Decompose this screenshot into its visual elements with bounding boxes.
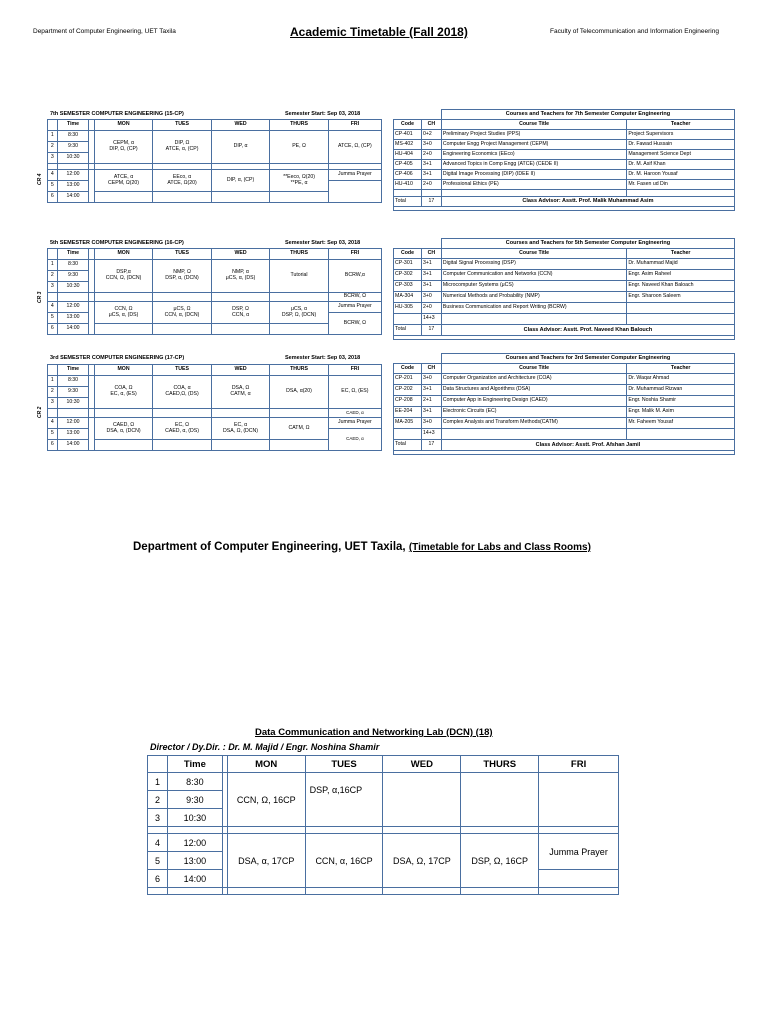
table-cell: 3+1: [421, 259, 441, 270]
col-thurs: THURS: [270, 120, 329, 131]
table-cell: 17: [421, 197, 441, 207]
table-cell: 5: [48, 429, 58, 440]
table-cell: 3: [48, 398, 58, 409]
lab-col-mon: MON: [227, 756, 305, 773]
lab-col-wed: WED: [383, 756, 461, 773]
table-cell: Digital Signal Processing (DSP): [441, 259, 626, 270]
sem5-timetable: [47, 248, 382, 335]
table-cell: [394, 354, 442, 364]
table-cell: FRI: [328, 365, 381, 376]
table-cell: 2+0: [421, 303, 441, 314]
table-cell: 3+1: [421, 160, 441, 170]
table-cell: CH: [421, 120, 441, 130]
table-cell: Teacher: [627, 364, 735, 374]
table-cell: [153, 293, 212, 302]
table-cell: [383, 827, 461, 834]
table-cell: 17: [421, 440, 441, 451]
table-cell: [57, 409, 89, 418]
table-cell: [305, 888, 383, 895]
table-cell: [627, 303, 735, 314]
sem3-timetable: [47, 364, 382, 451]
table-cell: 3: [48, 153, 58, 164]
table-cell: [383, 773, 461, 827]
table-cell: 4: [48, 170, 58, 181]
table-cell: Course Title: [441, 249, 626, 259]
table-cell: 10:30: [57, 153, 89, 164]
table-cell: [461, 827, 539, 834]
table-cell: [148, 888, 168, 895]
table-cell: 3+0: [421, 292, 441, 303]
table-cell: [167, 888, 222, 895]
sem7-fri-2: Jumma Prayer: [328, 170, 381, 181]
table-cell: [627, 190, 735, 197]
lab-title: Data Communication and Networking Lab (DCN) (18): [255, 727, 493, 738]
table-cell: CP-405: [394, 160, 422, 170]
table-cell: 12:00: [57, 170, 89, 181]
sem3-wed-2: EC, α DSA, Ω, (DCN): [211, 418, 270, 440]
table-cell: MON: [94, 365, 153, 376]
table-cell: 1: [48, 260, 58, 271]
table-cell: Computer App in Engineering Design (CAED): [441, 396, 626, 407]
sem3-thu-1: DSA, α(20): [270, 376, 329, 409]
table-cell: Course Title: [441, 364, 626, 374]
table-cell: 1: [148, 773, 168, 791]
sem7-tue-1: DIP, Ω ATCE, α, (CP): [153, 131, 212, 164]
table-cell: EE-204: [394, 407, 422, 418]
sem7-advisor: Class Advisor: Asstt. Prof. Malik Muhammad Asim: [441, 197, 734, 207]
table-cell: Dr. Fawad Hussain: [627, 140, 735, 150]
table-cell: 10:30: [167, 809, 222, 827]
table-cell: [394, 314, 422, 325]
sem7-timetable: [47, 119, 382, 203]
lab-timetable: [147, 755, 619, 895]
sem3-fri-2: Jumma Prayer: [328, 418, 381, 429]
table-cell: 12:00: [167, 834, 222, 852]
table-cell: [227, 888, 305, 895]
table-cell: 5: [148, 852, 168, 870]
table-cell: Total: [394, 197, 422, 207]
table-cell: 14:00: [57, 440, 89, 451]
table-cell: Dr. M. Asif Khan: [627, 160, 735, 170]
table-cell: [148, 827, 168, 834]
table-cell: 6: [48, 440, 58, 451]
table-cell: HU-305: [394, 303, 422, 314]
table-cell: [148, 756, 168, 773]
table-cell: WED: [211, 365, 270, 376]
col-mon: MON: [94, 120, 153, 131]
sem3-mon-1: COA, Ω EC, α, (ES): [94, 376, 153, 409]
sem5-wed-1: NMP, α μCS, α, (DS): [211, 260, 270, 293]
sem5-mon-1: DSP,α CCN, Ω, (DCN): [94, 260, 153, 293]
table-cell: 6: [48, 324, 58, 335]
sem5-title: 5th SEMESTER COMPUTER ENGINEERING (16-CP): [50, 240, 184, 246]
table-cell: Computer Engg Project Management (CEPM): [441, 140, 626, 150]
table-cell: MA-205: [394, 418, 422, 429]
table-cell: [539, 888, 619, 895]
table-cell: [627, 314, 735, 325]
sem5-tue-1: NMP, Ω DSP, α, (DCN): [153, 260, 212, 293]
table-cell: [48, 293, 58, 302]
table-cell: Project Supervisors: [627, 130, 735, 140]
table-cell: Microcomputer Systems (μCS): [441, 281, 626, 292]
table-cell: [57, 293, 89, 302]
table-cell: 9:30: [57, 271, 89, 282]
table-cell: [167, 827, 222, 834]
table-cell: 9:30: [57, 142, 89, 153]
table-cell: CP-202: [394, 385, 422, 396]
table-cell: Code: [394, 249, 422, 259]
sem7-thu-2: **Eeco, Ω(20) **PE, α: [270, 170, 329, 192]
sem7-thu-1: PE, Ω: [270, 131, 329, 164]
table-cell: Dr. Muhammad Majid: [627, 259, 735, 270]
table-cell: Business Communication and Report Writing (BCRW): [441, 303, 626, 314]
table-cell: CP-201: [394, 374, 422, 385]
table-cell: 14:00: [57, 192, 89, 203]
table-cell: Engr. Naveed Khan Baloach: [627, 281, 735, 292]
sem3-thu-2: CATM, Ω: [270, 418, 329, 440]
table-cell: [153, 324, 212, 335]
sem5-thu-1: Tutorial: [270, 260, 329, 293]
table-cell: 8:30: [57, 376, 89, 387]
sem7-wed-2: DIP, α, (CP): [211, 170, 270, 192]
table-cell: Time: [57, 365, 89, 376]
table-cell: 0+2: [421, 130, 441, 140]
table-cell: 14:00: [167, 870, 222, 888]
table-cell: [441, 190, 626, 197]
sem5-tue-2: μCS, Ω CCN, α, (DCN): [153, 302, 212, 324]
table-cell: [394, 207, 735, 211]
sem7-wed-1: DIP, α: [211, 131, 270, 164]
table-cell: Mr. Fasen ud Din: [627, 180, 735, 190]
table-cell: MS-402: [394, 140, 422, 150]
table-cell: Total: [394, 325, 422, 336]
table-cell: Engr. Sharoon Saleem: [627, 292, 735, 303]
header-right: Faculty of Telecommunication and Information Engineering: [550, 28, 719, 35]
sem7-mon-1: CEPM, α DIP, Ω, (CP): [94, 131, 153, 164]
table-cell: Teacher: [627, 120, 735, 130]
table-cell: Courses and Teachers for 3rd Semester Computer Engineering: [441, 354, 734, 364]
sem3-mon-2: CAED, Ω DSA, α, (DCN): [94, 418, 153, 440]
table-cell: Numerical Methods and Probability (NMP): [441, 292, 626, 303]
table-cell: Professional Ethics (PE): [441, 180, 626, 190]
table-cell: [153, 440, 212, 451]
table-cell: [539, 827, 619, 834]
table-cell: Code: [394, 120, 422, 130]
table-cell: 12:00: [57, 418, 89, 429]
col-wed: WED: [211, 120, 270, 131]
sem3-tue-2: EC, Ω CAED, α, (DS): [153, 418, 212, 440]
sem3-title: 3rd SEMESTER COMPUTER ENGINEERING (17-CP): [50, 355, 185, 361]
table-cell: CP-303: [394, 281, 422, 292]
table-cell: [394, 190, 422, 197]
sem5-room: CR 3: [37, 291, 43, 303]
table-cell: 3+0: [421, 418, 441, 429]
lab-thu-2: DSP, Ω, 16CP: [461, 834, 539, 888]
table-cell: [153, 192, 212, 203]
table-cell: TUES: [153, 249, 212, 260]
table-cell: Electronic Circuits (EC): [441, 407, 626, 418]
table-cell: 3+1: [421, 281, 441, 292]
table-cell: THURS: [270, 249, 329, 260]
table-cell: Complex Analysis and Transform Methods(CATM): [441, 418, 626, 429]
sem3-tue-1: COA, α CAED,Ω, (DS): [153, 376, 212, 409]
table-cell: CP-406: [394, 170, 422, 180]
table-cell: [270, 324, 329, 335]
table-cell: 3+1: [421, 407, 441, 418]
sem5-courses: [393, 238, 735, 340]
table-cell: [94, 324, 153, 335]
table-cell: CP-301: [394, 259, 422, 270]
table-cell: 1: [48, 131, 58, 142]
lab-col-tues: TUES: [305, 756, 383, 773]
dept-name: Department of Computer Engineering, UET Taxila,: [133, 541, 409, 553]
sem7-start: Semester Start: Sep 03, 2018: [285, 111, 361, 117]
sem7-tue-2: EEco, α ATCE, Ω(20): [153, 170, 212, 192]
table-cell: Teacher: [627, 249, 735, 259]
table-cell: MA-304: [394, 292, 422, 303]
table-cell: [48, 365, 58, 376]
table-cell: [627, 429, 735, 440]
table-cell: 13:00: [57, 313, 89, 324]
table-cell: Dr. Muhammad Rizwan: [627, 385, 735, 396]
table-cell: [48, 120, 58, 131]
table-cell: THURS: [270, 365, 329, 376]
table-cell: FRI: [328, 249, 381, 260]
table-cell: Total: [394, 440, 422, 451]
table-cell: 1: [48, 376, 58, 387]
table-cell: 2+1: [421, 396, 441, 407]
table-cell: [94, 409, 153, 418]
table-cell: [48, 249, 58, 260]
lab-col-fri: FRI: [539, 756, 619, 773]
table-cell: [270, 440, 329, 451]
table-cell: 3: [148, 809, 168, 827]
table-cell: [394, 110, 442, 120]
sem5-fri-2: Jumma Prayer: [328, 302, 381, 313]
table-cell: Engr. Noshia Shamir: [627, 396, 735, 407]
table-cell: 10:30: [57, 282, 89, 293]
sem7-room: CR 4: [37, 173, 43, 185]
table-cell: 6: [148, 870, 168, 888]
table-cell: 13:00: [167, 852, 222, 870]
table-cell: [421, 190, 441, 197]
table-cell: Engr. Asim Raheel: [627, 270, 735, 281]
table-cell: 13:00: [57, 181, 89, 192]
lab-col-thurs: THURS: [461, 756, 539, 773]
table-cell: [94, 440, 153, 451]
sem3-advisor: Class Advisor: Asstt. Prof. Afshan Jamil: [441, 440, 734, 451]
sem7-mon-2: ATCE, α CEPM, Ω(20): [94, 170, 153, 192]
table-cell: [153, 409, 212, 418]
table-cell: [394, 429, 422, 440]
dept-subtitle: (Timetable for Labs and Class Rooms): [408, 542, 591, 553]
table-cell: 5: [48, 313, 58, 324]
table-cell: [211, 409, 270, 418]
table-cell: 17: [421, 325, 441, 336]
sem3-start: Semester Start: Sep 03, 2018: [285, 355, 361, 361]
table-cell: Dr. Waqar Ahmad: [627, 374, 735, 385]
table-cell: [441, 429, 626, 440]
table-cell: 2: [48, 271, 58, 282]
sem5-fri-3: BCRW, Ω: [328, 293, 381, 302]
sem3-fri-4: CAED, α: [328, 429, 381, 451]
sem5-thu-2: μCS, α DSP, Ω, (DCN): [270, 302, 329, 324]
table-cell: [211, 192, 270, 203]
table-cell: [211, 293, 270, 302]
table-cell: Preliminary Project Studies (PPS): [441, 130, 626, 140]
sem7-courses: [393, 109, 735, 211]
table-cell: Code: [394, 364, 422, 374]
table-cell: [539, 870, 619, 888]
table-cell: MON: [94, 249, 153, 260]
sem7-fri-1: ATCE, Ω, (CP): [328, 131, 381, 164]
table-cell: 3+1: [421, 385, 441, 396]
table-cell: Advanced Topics in Comp Engg (ATCE) (CEDE II): [441, 160, 626, 170]
lab-mon-2: DSA, α, 17CP: [227, 834, 305, 888]
table-cell: CH: [421, 364, 441, 374]
table-cell: 8:30: [167, 773, 222, 791]
table-cell: 12:00: [57, 302, 89, 313]
header-left: Department of Computer Engineering, UET Taxila: [33, 28, 176, 35]
table-cell: [461, 773, 539, 827]
table-cell: 3: [48, 282, 58, 293]
table-cell: [270, 192, 329, 203]
table-cell: 13:00: [57, 429, 89, 440]
table-cell: 6: [48, 192, 58, 203]
table-cell: Management Science Dept: [627, 150, 735, 160]
lab-wed-2: DSA, Ω, 17CP: [383, 834, 461, 888]
table-cell: CP-401: [394, 130, 422, 140]
table-cell: 14+3: [421, 314, 441, 325]
table-cell: [441, 314, 626, 325]
table-cell: CP-302: [394, 270, 422, 281]
table-cell: [305, 827, 383, 834]
table-cell: [394, 451, 735, 455]
sem3-room: CR 2: [37, 406, 43, 418]
col-time: Time: [57, 120, 89, 131]
table-cell: Courses and Teachers for 5th Semester Computer Engineering: [441, 239, 734, 249]
table-cell: [211, 324, 270, 335]
lab-tue-2: CCN, α, 16CP: [305, 834, 383, 888]
table-cell: 9:30: [167, 791, 222, 809]
table-cell: [94, 192, 153, 203]
table-cell: 8:30: [57, 131, 89, 142]
sem5-wed-2: DSP, Ω CCN, α: [211, 302, 270, 324]
table-cell: 8:30: [57, 260, 89, 271]
sem3-fri-3: CAED, α: [328, 409, 381, 418]
table-cell: [227, 827, 305, 834]
sem3-fri-1: EC, Ω, (ES): [328, 376, 381, 409]
page-title: Academic Timetable (Fall 2018): [290, 25, 468, 39]
table-cell: 3+1: [421, 270, 441, 281]
table-cell: CP-208: [394, 396, 422, 407]
table-cell: 4: [48, 418, 58, 429]
table-cell: Engineering Economics (EEco): [441, 150, 626, 160]
col-fri: FRI: [328, 120, 381, 131]
table-cell: Computer Communication and Networks (CCN): [441, 270, 626, 281]
table-cell: 2: [48, 387, 58, 398]
table-cell: 3+1: [421, 170, 441, 180]
table-cell: HU-404: [394, 150, 422, 160]
table-cell: 2+0: [421, 180, 441, 190]
sem5-fri-4: BCRW, Ω: [328, 313, 381, 335]
sem5-advisor: Class Advisor: Asstt. Prof. Naveed Khan Balouch: [441, 325, 734, 336]
lab-director: Director / Dy.Dir. : Dr. M. Majid / Engr. Noshina Shamir: [150, 742, 380, 752]
table-cell: [328, 181, 381, 203]
table-cell: [383, 888, 461, 895]
lab-tue-1: DSP, α,16CP: [305, 773, 383, 827]
sem7-title: 7th SEMESTER COMPUTER ENGINEERING (15-CP): [50, 111, 184, 117]
sem3-courses: [393, 353, 735, 455]
table-cell: [48, 409, 58, 418]
table-cell: [270, 409, 329, 418]
table-cell: 14+3: [421, 429, 441, 440]
sem3-wed-1: DSA, Ω CATM, α: [211, 376, 270, 409]
lab-fri-2: Jumma Prayer: [539, 834, 619, 870]
lab-mon-1: CCN, Ω, 16CP: [227, 773, 305, 827]
table-cell: WED: [211, 249, 270, 260]
table-cell: 4: [148, 834, 168, 852]
table-cell: 3+0: [421, 374, 441, 385]
table-cell: 4: [48, 302, 58, 313]
table-cell: [394, 336, 735, 340]
table-cell: HU-410: [394, 180, 422, 190]
table-cell: Data Structures and Algorithms (DSA): [441, 385, 626, 396]
table-cell: Computer Organization and Architecture (COA): [441, 374, 626, 385]
sem5-fri-1: BCRW,α: [328, 260, 381, 293]
table-cell: Courses and Teachers for 7th Semester Computer Engineering: [441, 110, 734, 120]
table-cell: [461, 888, 539, 895]
table-cell: Engr. Malik M. Asim: [627, 407, 735, 418]
sem5-mon-2: CCN, Ω μCS, α, (DS): [94, 302, 153, 324]
table-cell: Time: [57, 249, 89, 260]
dept-heading: [133, 541, 591, 553]
table-cell: CH: [421, 249, 441, 259]
table-cell: 10:30: [57, 398, 89, 409]
table-cell: Mr. Faheem Yousaf: [627, 418, 735, 429]
table-cell: TUES: [153, 365, 212, 376]
table-cell: [270, 293, 329, 302]
table-cell: [539, 773, 619, 827]
table-cell: Course Title: [441, 120, 626, 130]
table-cell: [394, 239, 442, 249]
table-cell: [94, 293, 153, 302]
table-cell: Digital Image Processing (DIP) (IDEE II): [441, 170, 626, 180]
table-cell: [211, 440, 270, 451]
table-cell: 9:30: [57, 387, 89, 398]
table-cell: Dr. M. Haroon Yousaf: [627, 170, 735, 180]
table-cell: 14:00: [57, 324, 89, 335]
table-cell: 2+0: [421, 150, 441, 160]
table-cell: 2: [48, 142, 58, 153]
col-tues: TUES: [153, 120, 212, 131]
table-cell: 3+0: [421, 140, 441, 150]
table-cell: 5: [48, 181, 58, 192]
sem5-start: Semester Start: Sep 03, 2018: [285, 240, 361, 246]
lab-col-time: Time: [167, 756, 222, 773]
table-cell: 2: [148, 791, 168, 809]
